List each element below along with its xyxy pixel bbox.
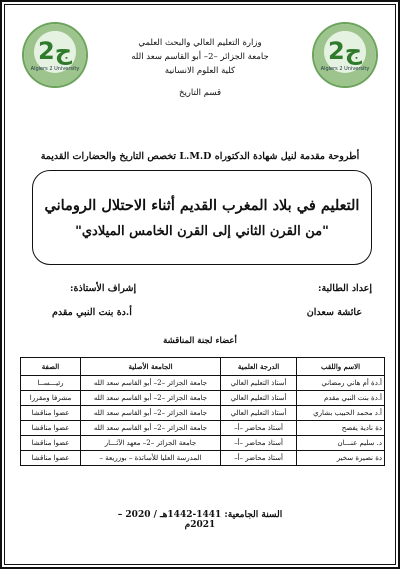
member-name: د. سليم عنـــان (297, 436, 385, 451)
department-name: قسم التاريخ (178, 88, 222, 98)
logo-caption: Algiers 2 University (30, 65, 80, 72)
member-university: جامعة الجزائر –2– أبو القاسم سعد الله (81, 406, 221, 421)
member-rank: أستاذ محاضر –أ– (221, 436, 297, 451)
column-header: الدرجة العلمية (221, 358, 297, 376)
table-row (21, 406, 385, 421)
member-university: جامعة الجزائر –2– معهد الآثـــار (81, 436, 221, 451)
thesis-main-title: التعليم في بلاد المغرب القديم أثناء الاحتلال الروماني (44, 196, 360, 214)
table-header-row (21, 358, 385, 376)
member-university: جامعة الجزائر –2– أبو القاسم سعد الله (81, 421, 221, 436)
member-university: جامعة الجزائر –2– أبو القاسم سعد الله (81, 391, 221, 406)
table-row (21, 376, 385, 391)
logo-mark: ج2 (328, 36, 362, 65)
member-name: أ.دة أم هاني رمضاني (297, 376, 385, 391)
member-rank: أستاذ التعليم العالي (221, 391, 297, 406)
supervisor-name: أ.دة بنت النبي مقدم (52, 307, 132, 318)
column-header: الاسم واللقب (297, 358, 385, 376)
jury-table (20, 357, 385, 466)
ministry-name: وزارة التعليم العالي والبحث العلمي (138, 38, 262, 48)
member-name: أ.دة بنت النبي مقدم (297, 391, 385, 406)
faculty-name: كلية العلوم الانسانية (164, 66, 236, 76)
member-name: أ.د محمد الحبيب بشاري (297, 406, 385, 421)
academic-year: السنة الجامعية: 1441-1442هـ / 2020 – 2021م (117, 510, 283, 530)
member-name: دة نادية يفصح (297, 421, 385, 436)
table-row (21, 391, 385, 406)
member-rank: أستاذ التعليم العالي (221, 376, 297, 391)
member-university: المدرسة العليا للأساتذة – بوزريعة – (81, 451, 221, 466)
student-name: عائشة سعدان (306, 307, 362, 318)
member-role: عضوا مناقشا (21, 406, 81, 421)
member-university: جامعة الجزائر –2– أبو القاسم سعد الله (81, 376, 221, 391)
member-role: مشرفا ومقررا (21, 391, 81, 406)
table-row (21, 436, 385, 451)
member-rank: أستاذ التعليم العالي (221, 406, 297, 421)
member-role: عضوا مناقشا (21, 436, 81, 451)
thesis-degree-note: أطروحة مقدمة لنيل شهادة الدكتوراه L.M.D تخصص التاريخ والحضارات القديمة (40, 151, 360, 162)
member-role: رئيـــســا (21, 376, 81, 391)
logo-mark: ج2 (38, 36, 72, 65)
member-role: عضوا مناقشا (21, 451, 81, 466)
institution-header (2, 36, 398, 100)
member-rank: أستاذ محاضر –أ– (221, 451, 297, 466)
thesis-subtitle: "من القرن الثاني إلى القرن الخامس الميلادي" (75, 223, 329, 239)
thesis-title-box (32, 170, 372, 265)
prepared-by-label: إعداد الطالبة: (317, 283, 372, 294)
jury-title: أعضاء لجنة المناقشة (163, 336, 237, 346)
member-role: عضوا مناقشا (21, 421, 81, 436)
member-rank: أستاذ محاضر –أ– (221, 421, 297, 436)
supervisor-label: إشراف الأستاذة: (70, 283, 137, 294)
table-row (21, 421, 385, 436)
column-header: الجامعة الأصلية (81, 358, 221, 376)
column-header: الصفة (21, 358, 81, 376)
university-name: جامعة الجزائر –2– أبو القاسم سعد الله (131, 52, 269, 62)
logo-caption: Algiers 2 University (320, 65, 370, 72)
member-name: دة نصيرة سخير (297, 451, 385, 466)
table-row (21, 451, 385, 466)
